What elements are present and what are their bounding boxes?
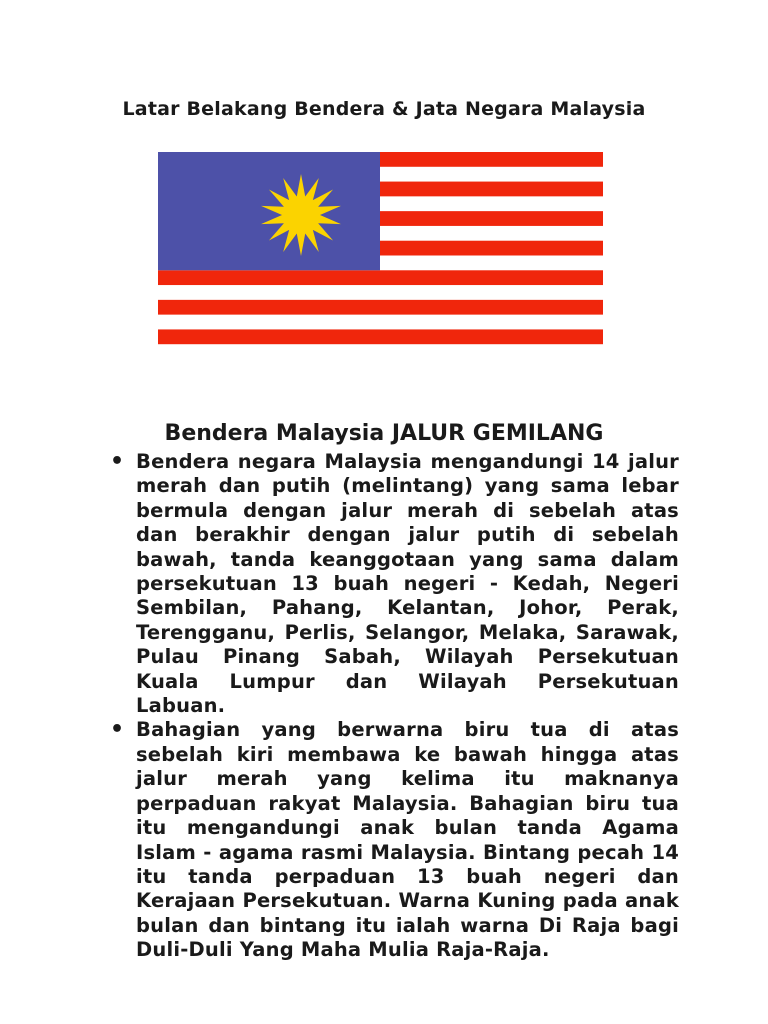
flag-canton: [158, 152, 380, 270]
flag-stripe: [158, 315, 603, 330]
flag-stripe: [158, 285, 603, 300]
page-title: Latar Belakang Bendera & Jata Negara Malaysia: [122, 98, 646, 120]
section-heading: Bendera Malaysia JALUR GEMILANG: [164, 421, 604, 446]
bullet-item-stripes: • Bendera negara Malaysia mengandungi 14 jalur merah dan putih (melintang) yang sama lebar bermula dengan jalur merah di sebelah atas dan berakhir dengan jalur putih di sebelah bawah, tanda keanggotaan yang sama dalam persekutuan 13 buah negeri - Kedah, Negeri Sembilan, Pahang, Kelantan, Johor, Perak, Terengganu, Perlis, Selangor, Melaka, Sarawak, Pulau Pinang Sabah, Wilayah Persekutuan Kuala Lumpur dan Wilayah Persekutuan Labuan.: [136, 450, 679, 718]
flag-stripe: [158, 344, 603, 359]
flag-stripe: [158, 270, 603, 285]
bullet-item-canton: • Bahagian yang berwarna biru tua di atas sebelah kiri membawa ke bawah hingga atas jalur merah yang kelima itu maknanya perpaduan rakyat Malaysia. Bahagian biru tua itu mengandungi anak bulan tanda Agama Islam - agama rasmi Malaysia. Bintang pecah 14 itu tanda perpaduan 13 buah negeri dan Kerajaan Persekutuan. Warna Kuning pada anak bulan dan bintang itu ialah warna Di Raja bagi Duli-Duli Yang Maha Mulia Raja-Raja.: [136, 718, 679, 962]
malaysia-flag-image: [158, 152, 603, 359]
bullet-list: [136, 450, 679, 963]
flag-stripe: [158, 329, 603, 344]
flag-stripe: [158, 300, 603, 315]
